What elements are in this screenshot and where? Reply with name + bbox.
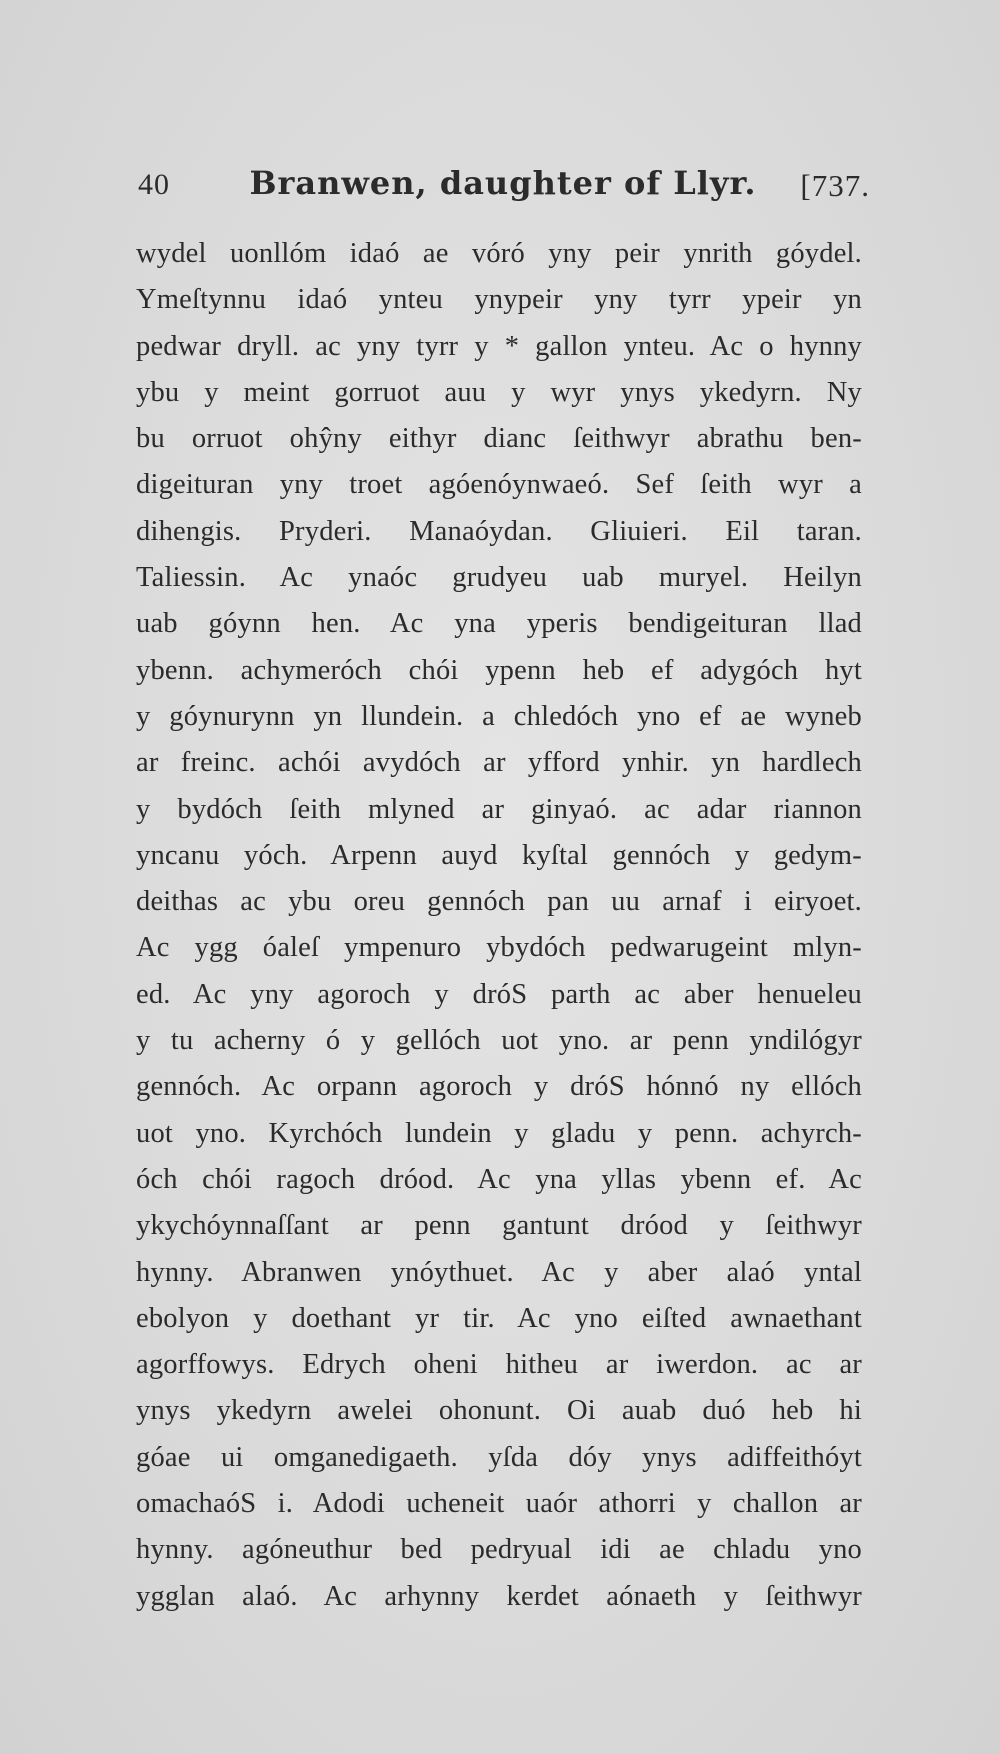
text-line: y bydóch ſeith mlyned ar ginyaó. ac adar riannon	[136, 793, 862, 825]
text-line: ed. Ac yny agoroch y dróS parth ac aber henueleu	[136, 978, 862, 1010]
text-line: ygglan alaó. Ac arhynny kerdet aónaeth y ſeithwyr	[136, 1580, 862, 1612]
text-line: óch chói ragoch dróod. Ac yna yllas ybenn ef. Ac	[136, 1163, 862, 1195]
text-line: y góynurynn yn llundein. a chledóch yno ef ae wyneb	[136, 700, 862, 732]
text-line: omachaóS i. Adodi ucheneit uaór athorri y challon ar	[136, 1488, 862, 1520]
text-line: ybu y meint gorruot auu y wyr ynys ykedyrn. Ny	[136, 376, 862, 408]
text-line: ykychóynnaſſant ar penn gantunt dróod y ſeithwyr	[136, 1210, 862, 1242]
text-line: hynny. agóneuthur bed pedryual idi ae chladu yno	[136, 1534, 862, 1566]
text-line: y tu acherny ó y gellóch uot yno. ar penn yndilógyr	[136, 1025, 862, 1057]
text-line: digeituran yny troet agóenóynwaeó. Sef ſeith wyr a	[136, 469, 862, 501]
page-number: 40	[138, 168, 170, 201]
text-line: ybenn. achymeróch chói ypenn heb ef adygóch hyt	[136, 654, 862, 686]
text-line: uot yno. Kyrchóch lundein y gladu y penn. achyrch-	[136, 1117, 862, 1149]
section-reference: [737.	[800, 168, 870, 203]
text-line: hynny. Abranwen ynóythuet. Ac y aber alaó yntal	[136, 1256, 862, 1288]
text-line: uab góynn hen. Ac yna yperis bendigeituran llad	[136, 608, 862, 640]
text-line: deithas ac ybu oreu gennóch pan uu arnaf i eiryoet.	[136, 886, 862, 918]
text-line: gennóch. Ac orpann agoroch y dróS hónnó ny ellóch	[136, 1071, 862, 1103]
text-line: yncanu yóch. Arpenn auyd kyſtal gennóch y gedym-	[136, 839, 862, 871]
text-line: ebolyon y doethant yr tir. Ac yno eiſted awnaethant	[136, 1302, 862, 1334]
text-line: ar freinc. achói avydóch ar yfford ynhir. yn hardlech	[136, 747, 862, 779]
text-line: wydel uonllóm idaó ae vóró yny peir ynrith góydel.	[136, 238, 862, 269]
text-line: góae ui omganedigaeth. yſda dóy ynys adiffeithóyt	[136, 1441, 862, 1473]
text-line: Ymeſtynnu idaó ynteu ynypeir yny tyrr ypeir yn	[136, 284, 862, 316]
text-line: pedwar dryll. ac yny tyrr y * gallon ynteu. Ac o hynny	[136, 330, 862, 362]
text-line: Taliessin. Ac ynaóc grudyeu uab muryel. Heilyn	[136, 562, 862, 594]
text-line: dihengis. Pryderi. Manaóydan. Gliuieri. Eil taran.	[136, 515, 862, 547]
page-header	[138, 164, 868, 214]
text-line: agorffowys. Edrych oheni hitheu ar iwerdon. ac ar	[136, 1349, 862, 1381]
text-line: bu orruot ohŷny eithyr dianc ſeithwyr abrathu ben-	[136, 423, 862, 455]
body-text	[136, 231, 862, 1620]
text-line: ynys ykedyrn awelei ohonunt. Oi auab duó heb hi	[136, 1395, 862, 1427]
running-title: Branwen, daughter of Llyr.	[249, 164, 757, 202]
text-line: Ac ygg óaleſ ympenuro ybydóch pedwarugeint mlyn-	[136, 932, 862, 964]
